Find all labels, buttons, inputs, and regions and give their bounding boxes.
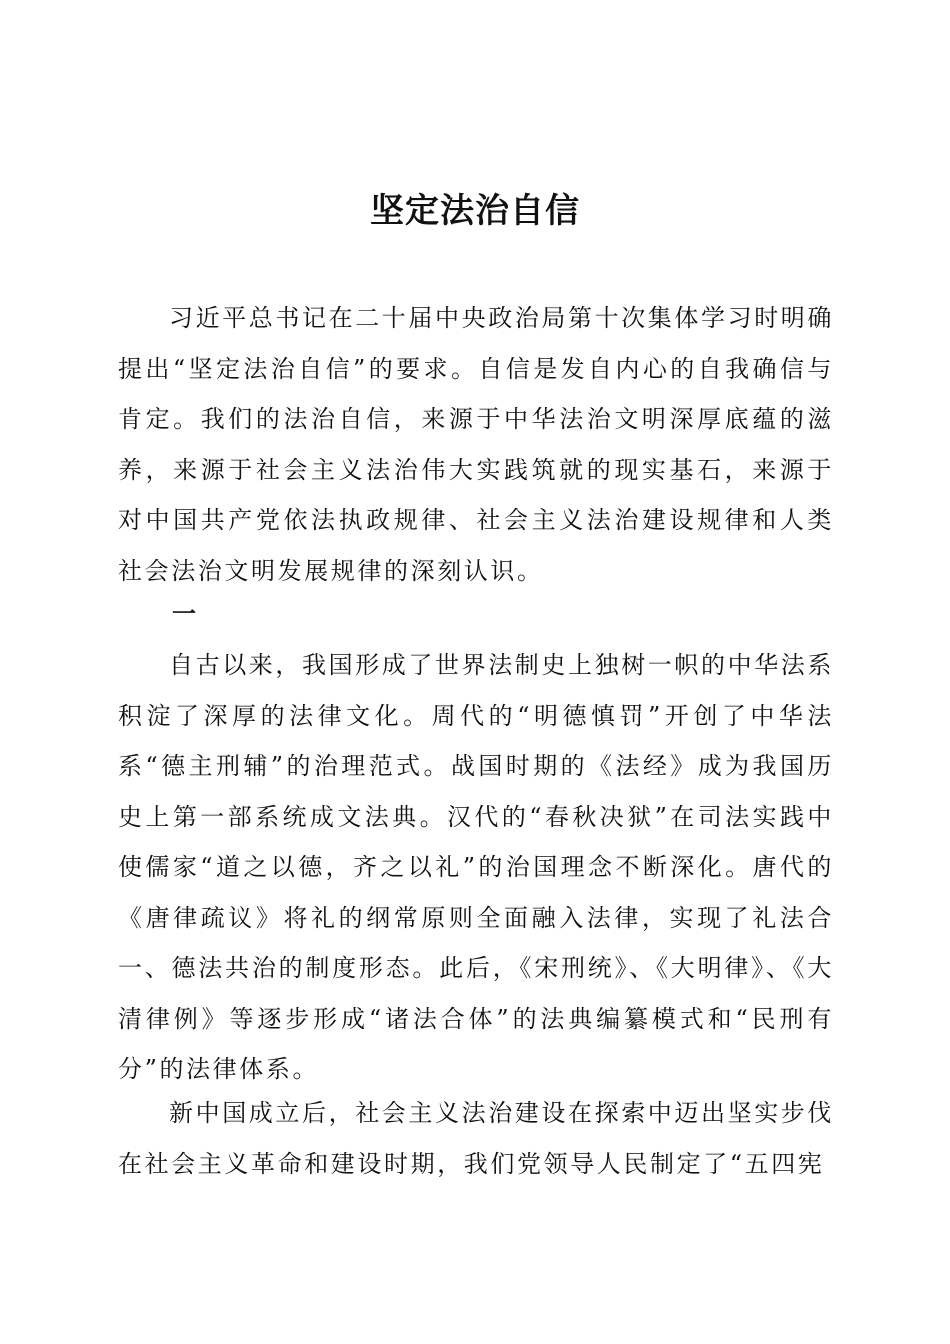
section-heading-one: 一 xyxy=(172,599,196,628)
paragraph-new-china: 新中国成立后，社会主义法治建设在探索中迈出坚实步伐在社会主义革命和建设时期，我们党领导人民制定了“五四宪 xyxy=(118,1099,834,1178)
document-title: 坚定法治自信 xyxy=(370,191,580,231)
paragraph-intro: 习近平总书记在二十届中央政治局第十次集体学习时明确提出“坚定法治自信”的要求。自信是发自内心的自我确信与肯定。我们的法治自信，来源于中华法治文明深厚底蕴的滋养，来源于社会主义法治伟大实践筑就的现实基石，来源于对中国共产党依法执政规律、社会主义法治建设规律和人类社会法治文明发展规律的深刻认识。 xyxy=(118,304,834,585)
paragraph-history: 自古以来，我国形成了世界法制史上独树一帜的中华法系积淀了深厚的法律文化。周代的“明德慎罚”开创了中华法系“德主刑辅”的治理范式。战国时期的《法经》成为我国历史上第一部系统成文法典。汉代的“春秋决狱”在司法实践中使儒家“道之以德，齐之以礼”的治国理念不断深化。唐代的《唐律疏议》将礼的纲常原则全面融入法律，实现了礼法合一、德法共治的制度形态。此后，《宋刑统》、《大明律》、《大清律例》等逐步形成“诸法合体”的法典编纂模式和“民刑有分”的法律体系。 xyxy=(118,651,834,1083)
